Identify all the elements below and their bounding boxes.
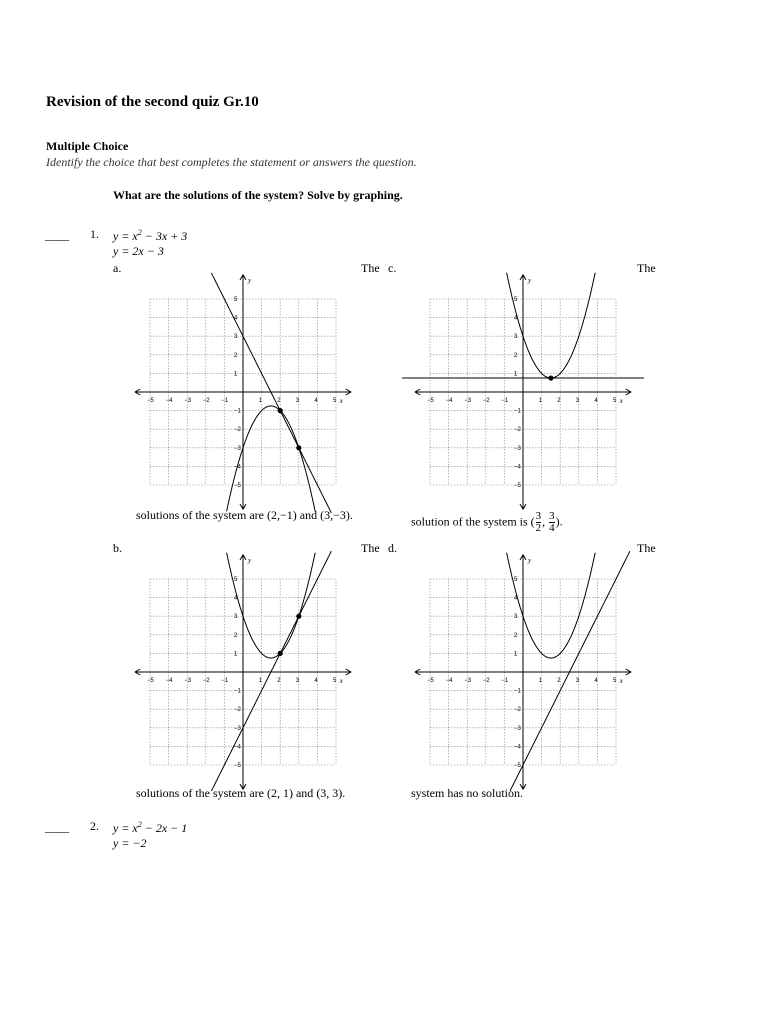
y-tick-label: 5	[234, 577, 238, 583]
y-tick-label: −2	[514, 707, 521, 714]
instructions: Identify the choice that best completes the statement or answers the question.	[46, 155, 417, 169]
fraction-y: $\frac{3}{4}$	[549, 510, 555, 534]
option-d-the: The	[637, 541, 656, 555]
y-tick-label: −5	[514, 483, 521, 489]
x-tick-label: −1	[221, 678, 229, 684]
x-tick-label: 5	[333, 678, 337, 684]
x-tick-label: 1	[538, 398, 542, 404]
x-tick-label: 3	[575, 678, 580, 684]
option-a-the: The	[361, 261, 380, 275]
y-tick-label: −5	[234, 763, 241, 769]
y-tick-label: 1	[234, 371, 238, 378]
x-tick-label: 3	[295, 678, 300, 684]
y-axis-label: y	[248, 556, 252, 565]
y-tick-label: −2	[234, 427, 241, 434]
intersection-point	[278, 651, 283, 656]
y-tick-label: 1	[514, 651, 518, 658]
y-axis-label: y	[248, 276, 252, 285]
option-a-answer: solutions of the system are (2,−1) and (3,−3).	[136, 508, 353, 522]
x-tick-label: −2	[482, 398, 490, 404]
x-axis-label: x	[339, 677, 343, 685]
intersection-point	[278, 408, 283, 413]
question-number-1: 1.	[90, 227, 99, 241]
y-tick-label: −1	[514, 408, 521, 415]
y-tick-label: 5	[514, 577, 518, 583]
section-heading: Multiple Choice	[46, 139, 129, 153]
answer-blank-2[interactable]: ____	[45, 820, 69, 834]
y-tick-label: −3	[234, 725, 241, 732]
x-tick-label: −2	[482, 678, 490, 684]
option-d-label[interactable]: d.	[388, 541, 397, 555]
x-tick-label: −5	[427, 678, 434, 684]
option-b-answer: solutions of the system are (2, 1) and (3, 3).	[136, 786, 346, 800]
x-tick-label: −4	[445, 398, 453, 404]
y-tick-label: −4	[514, 744, 521, 751]
option-b-point-2: (3, 3).	[316, 786, 346, 800]
x-tick-label: 4	[314, 398, 318, 404]
parabola-curve	[227, 406, 316, 511]
y-tick-label: −4	[234, 744, 241, 751]
x-tick-label: −3	[184, 678, 192, 684]
question-prompt: What are the solutions of the system? Solve by graphing.	[113, 188, 403, 202]
graph-option-b	[120, 550, 360, 790]
linear-graph	[211, 273, 331, 513]
answer-blank-1[interactable]: ____	[45, 228, 69, 242]
fraction-x: $\frac{3}{2}$	[535, 510, 542, 534]
linear-graph	[510, 551, 630, 791]
option-b-the: The	[361, 541, 380, 555]
y-tick-label: 2	[234, 632, 238, 639]
x-tick-label: 5	[613, 678, 617, 684]
y-tick-label: −3	[234, 445, 241, 452]
y-tick-label: −3	[514, 725, 521, 732]
y-tick-label: −4	[514, 464, 521, 471]
x-tick-label: 1	[538, 678, 542, 684]
y-tick-label: 1	[234, 651, 238, 658]
x-tick-label: 4	[594, 678, 598, 684]
option-c-the: The	[637, 261, 656, 275]
y-tick-label: 4	[514, 315, 518, 322]
equation-1b: y = 2x − 3	[113, 244, 164, 258]
x-tick-label: −5	[427, 398, 434, 404]
option-d-answer: system has no solution.	[411, 786, 524, 800]
x-tick-label: −1	[501, 398, 509, 404]
y-tick-label: 3	[514, 614, 518, 621]
x-tick-label: −5	[147, 398, 154, 404]
equation-2b: y = −2	[113, 836, 147, 850]
x-tick-label: 2	[277, 398, 281, 404]
x-tick-label: 1	[258, 398, 262, 404]
x-tick-label: 2	[557, 678, 561, 684]
x-tick-label: −1	[221, 398, 229, 404]
page-title: Revision of the second quiz Gr.10	[46, 94, 259, 110]
x-tick-label: −4	[165, 678, 173, 684]
x-tick-label: 4	[594, 398, 598, 404]
option-c-answer: solution of the system is ( $\frac{3}{2}$ , $\frac{3}{4}$ ).	[411, 510, 563, 534]
y-tick-label: 4	[514, 595, 518, 602]
y-tick-label: −5	[234, 483, 241, 489]
y-tick-label: 1	[514, 371, 518, 378]
x-tick-label: −2	[202, 678, 210, 684]
x-tick-label: −5	[147, 678, 154, 684]
intersection-point	[296, 445, 301, 450]
y-tick-label: −4	[234, 464, 241, 471]
graph-option-c	[400, 270, 640, 510]
question-number-2: 2.	[90, 819, 99, 833]
intersection-point	[296, 614, 301, 619]
x-tick-label: 5	[333, 398, 337, 404]
y-tick-label: −1	[514, 688, 521, 695]
parabola-curve	[507, 273, 596, 378]
x-tick-label: 2	[277, 678, 281, 684]
x-tick-label: 2	[557, 398, 561, 404]
x-tick-label: 1	[258, 678, 262, 684]
graph-option-a	[120, 270, 360, 510]
y-tick-label: 3	[514, 334, 518, 341]
parabola-curve	[507, 553, 596, 658]
option-a-label[interactable]: a.	[113, 261, 122, 275]
option-a-point-2: (3,−3).	[320, 508, 353, 522]
x-tick-label: −2	[202, 398, 210, 404]
option-a-point-1: (2,−1)	[266, 508, 297, 522]
y-tick-label: 4	[234, 315, 238, 322]
y-tick-label: −2	[514, 427, 521, 434]
y-tick-label: 5	[234, 297, 238, 303]
y-tick-label: −2	[234, 707, 241, 714]
y-tick-label: 3	[234, 334, 238, 341]
option-c-label[interactable]: c.	[388, 261, 397, 275]
y-axis-label: y	[528, 276, 532, 285]
y-tick-label: −1	[234, 408, 241, 415]
x-tick-label: 5	[613, 398, 617, 404]
x-tick-label: 3	[575, 398, 580, 404]
x-tick-label: 3	[295, 398, 300, 404]
linear-graph	[211, 551, 331, 791]
equation-2a: $y = x^2 - 2x - 1$	[113, 820, 188, 835]
option-b-label[interactable]: b.	[113, 541, 122, 555]
y-tick-label: −3	[514, 445, 521, 452]
y-tick-label: 5	[514, 297, 518, 303]
y-tick-label: 4	[234, 595, 238, 602]
y-tick-label: −5	[514, 763, 521, 769]
y-tick-label: 2	[514, 632, 518, 639]
y-axis-label: y	[528, 556, 532, 565]
graph-option-d	[400, 550, 640, 790]
x-tick-label: −4	[165, 398, 173, 404]
option-b-point-1: (2, 1)	[266, 786, 293, 800]
x-tick-label: −1	[501, 678, 509, 684]
x-tick-label: −3	[464, 398, 472, 404]
x-tick-label: 4	[314, 678, 318, 684]
x-tick-label: −3	[184, 398, 192, 404]
y-tick-label: 2	[234, 352, 238, 359]
y-tick-label: −1	[234, 688, 241, 695]
equation-1a: $y = x^2 - 3x + 3$	[113, 228, 188, 243]
x-tick-label: −3	[464, 678, 472, 684]
x-axis-label: x	[339, 397, 343, 405]
intersection-point	[548, 375, 553, 380]
x-axis-label: x	[619, 397, 623, 405]
x-axis-label: x	[619, 677, 623, 685]
y-tick-label: 2	[514, 352, 518, 359]
y-tick-label: 3	[234, 614, 238, 621]
x-tick-label: −4	[445, 678, 453, 684]
parabola-curve	[227, 553, 316, 658]
